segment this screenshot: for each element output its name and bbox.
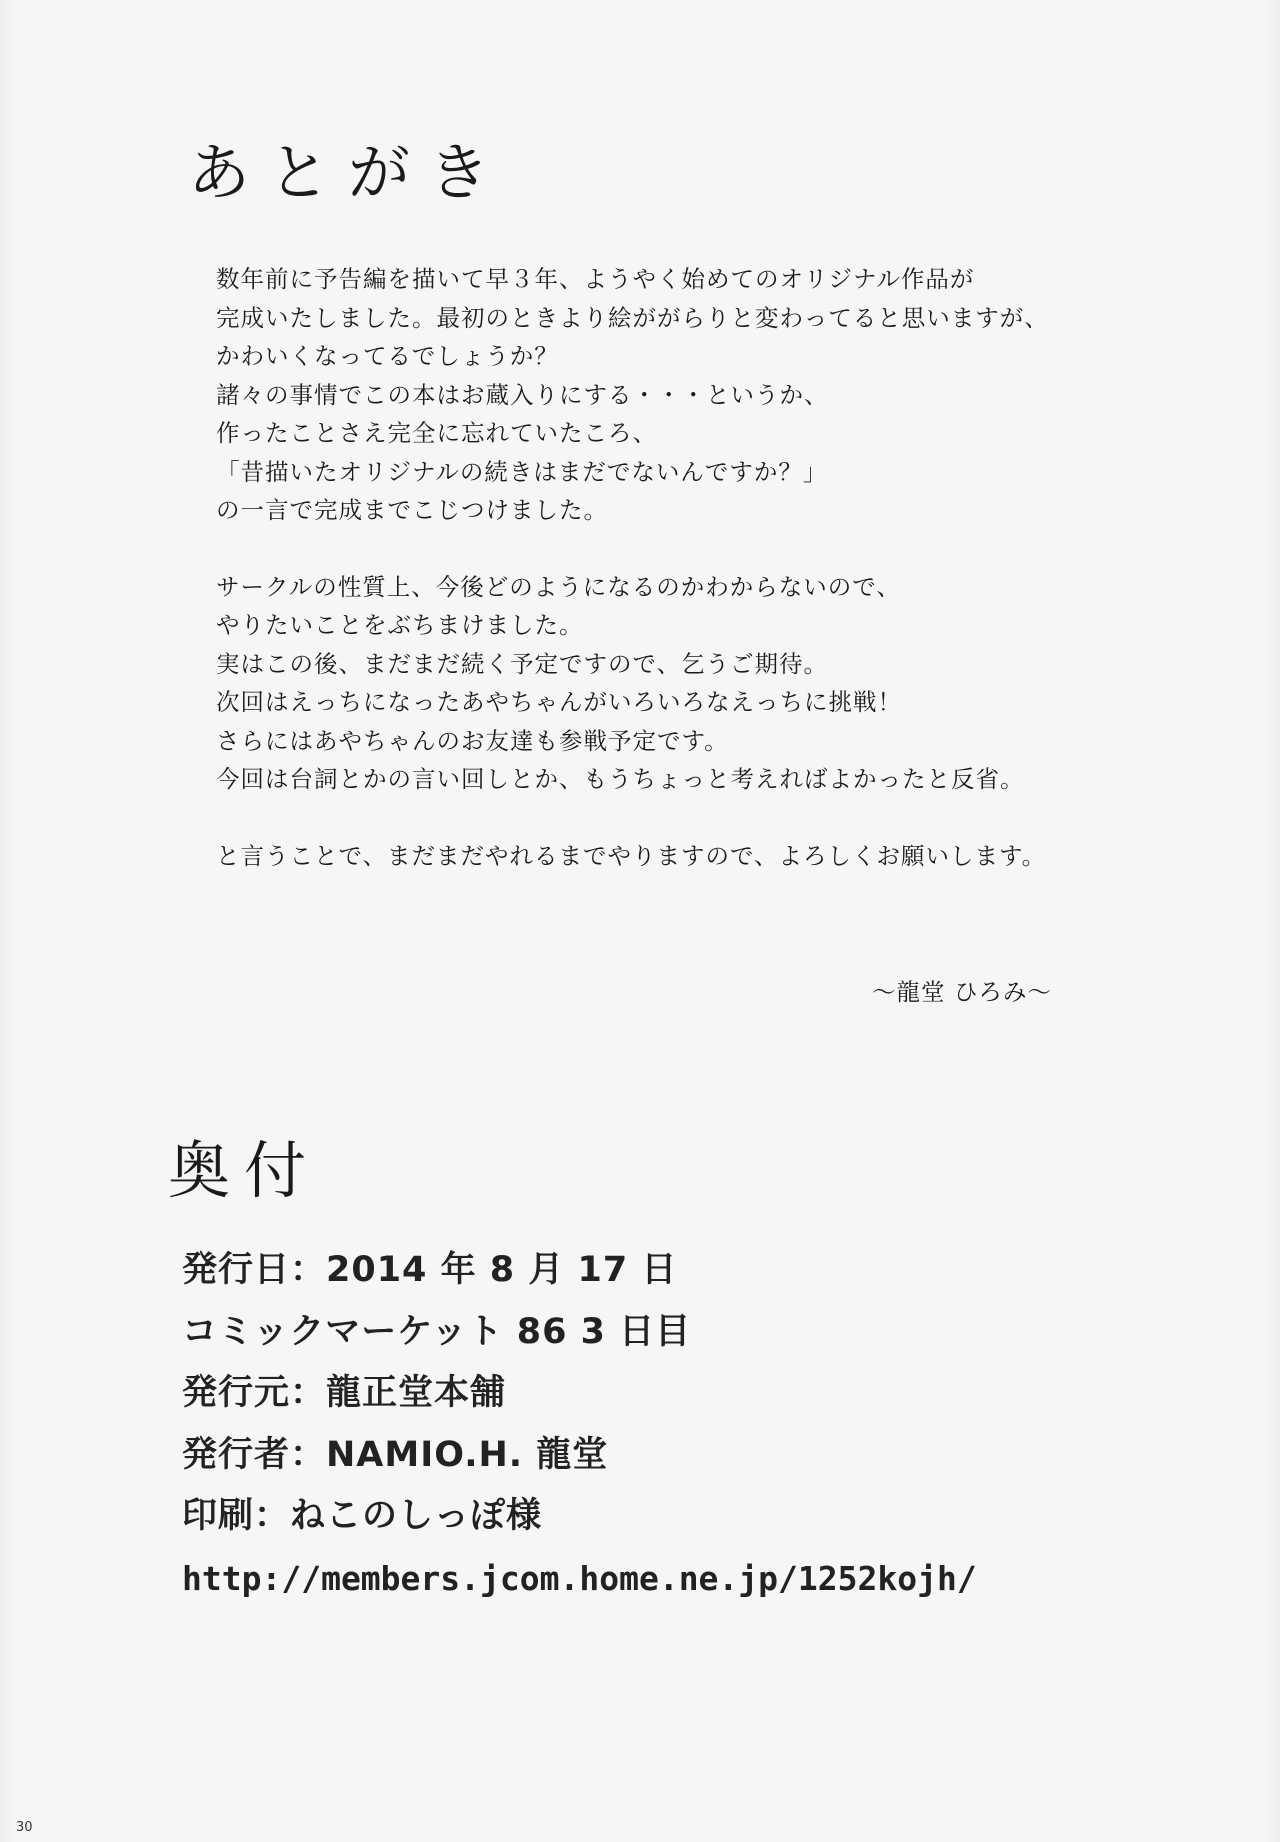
page-number: 30 — [16, 1820, 33, 1835]
afterword-paragraph-1 — [216, 260, 1196, 530]
website-url: http://members.jcom.home.ne.jp/1252kojh/ — [182, 1558, 977, 1598]
text-line: 諸々の事情でこの本はお蔵入りにする・・・というか、 — [216, 380, 829, 409]
text-line: 次回はえっちになったあやちゃんがいろいろなえっちに挑戦！ — [216, 688, 902, 716]
text-line: 作ったことさえ完全に忘れていたころ、 — [216, 419, 657, 447]
issuer: 発行者：NAMIO.H. 龍堂 — [182, 1434, 609, 1475]
text-line: 「昔描いたオリジナルの続きはまだでないんですか？」 — [216, 457, 828, 486]
text-line: さらにはあやちゃんのお友達も参戦予定です。 — [216, 726, 729, 755]
publisher: 発行元：龍正堂本舗 — [182, 1373, 507, 1413]
colophon-block — [182, 1240, 977, 1609]
text-line: 実はこの後、まだまだ続く予定ですので、乞うご期待。 — [216, 649, 829, 678]
afterword-title: あとがき — [188, 136, 509, 209]
colophon-title: 奥付 — [168, 1134, 321, 1207]
text-line: 今回は台詞とかの言い回しとか、もうちょっと考えればよかったと反省。 — [216, 765, 1025, 793]
publish-date: 発行日：2014 年 8 月 17 日 — [182, 1250, 678, 1290]
afterword-body — [216, 260, 1196, 875]
afterword-paragraph-3 — [216, 837, 1196, 876]
text-line: 完成いたしました。最初のときより絵ががらりと変わってると思いますが、 — [216, 303, 1049, 332]
text-line: サークルの性質上、今後どのようになるのかわからないので、 — [216, 572, 901, 601]
text-line: やりたいことをぶちまけました。 — [216, 611, 584, 639]
event-name: コミックマーケット 86 3 日目 — [182, 1311, 692, 1352]
text-line: かわいくなってるでしょうか？ — [216, 342, 559, 370]
printer: 印刷：ねこのしっぽ様 — [182, 1496, 543, 1536]
text-line: 数年前に予告編を描いて早３年、ようやく始めてのオリジナル作品が — [216, 265, 975, 293]
author-signature: ～龍堂 ひろみ～ — [872, 978, 1052, 1006]
text-line: の一言で完成までこじつけました。 — [216, 496, 608, 524]
afterword-paragraph-2 — [216, 568, 1196, 799]
text-line: と言うことで、まだまだやれるまでやりますので、よろしくお願いします。 — [216, 841, 1047, 870]
